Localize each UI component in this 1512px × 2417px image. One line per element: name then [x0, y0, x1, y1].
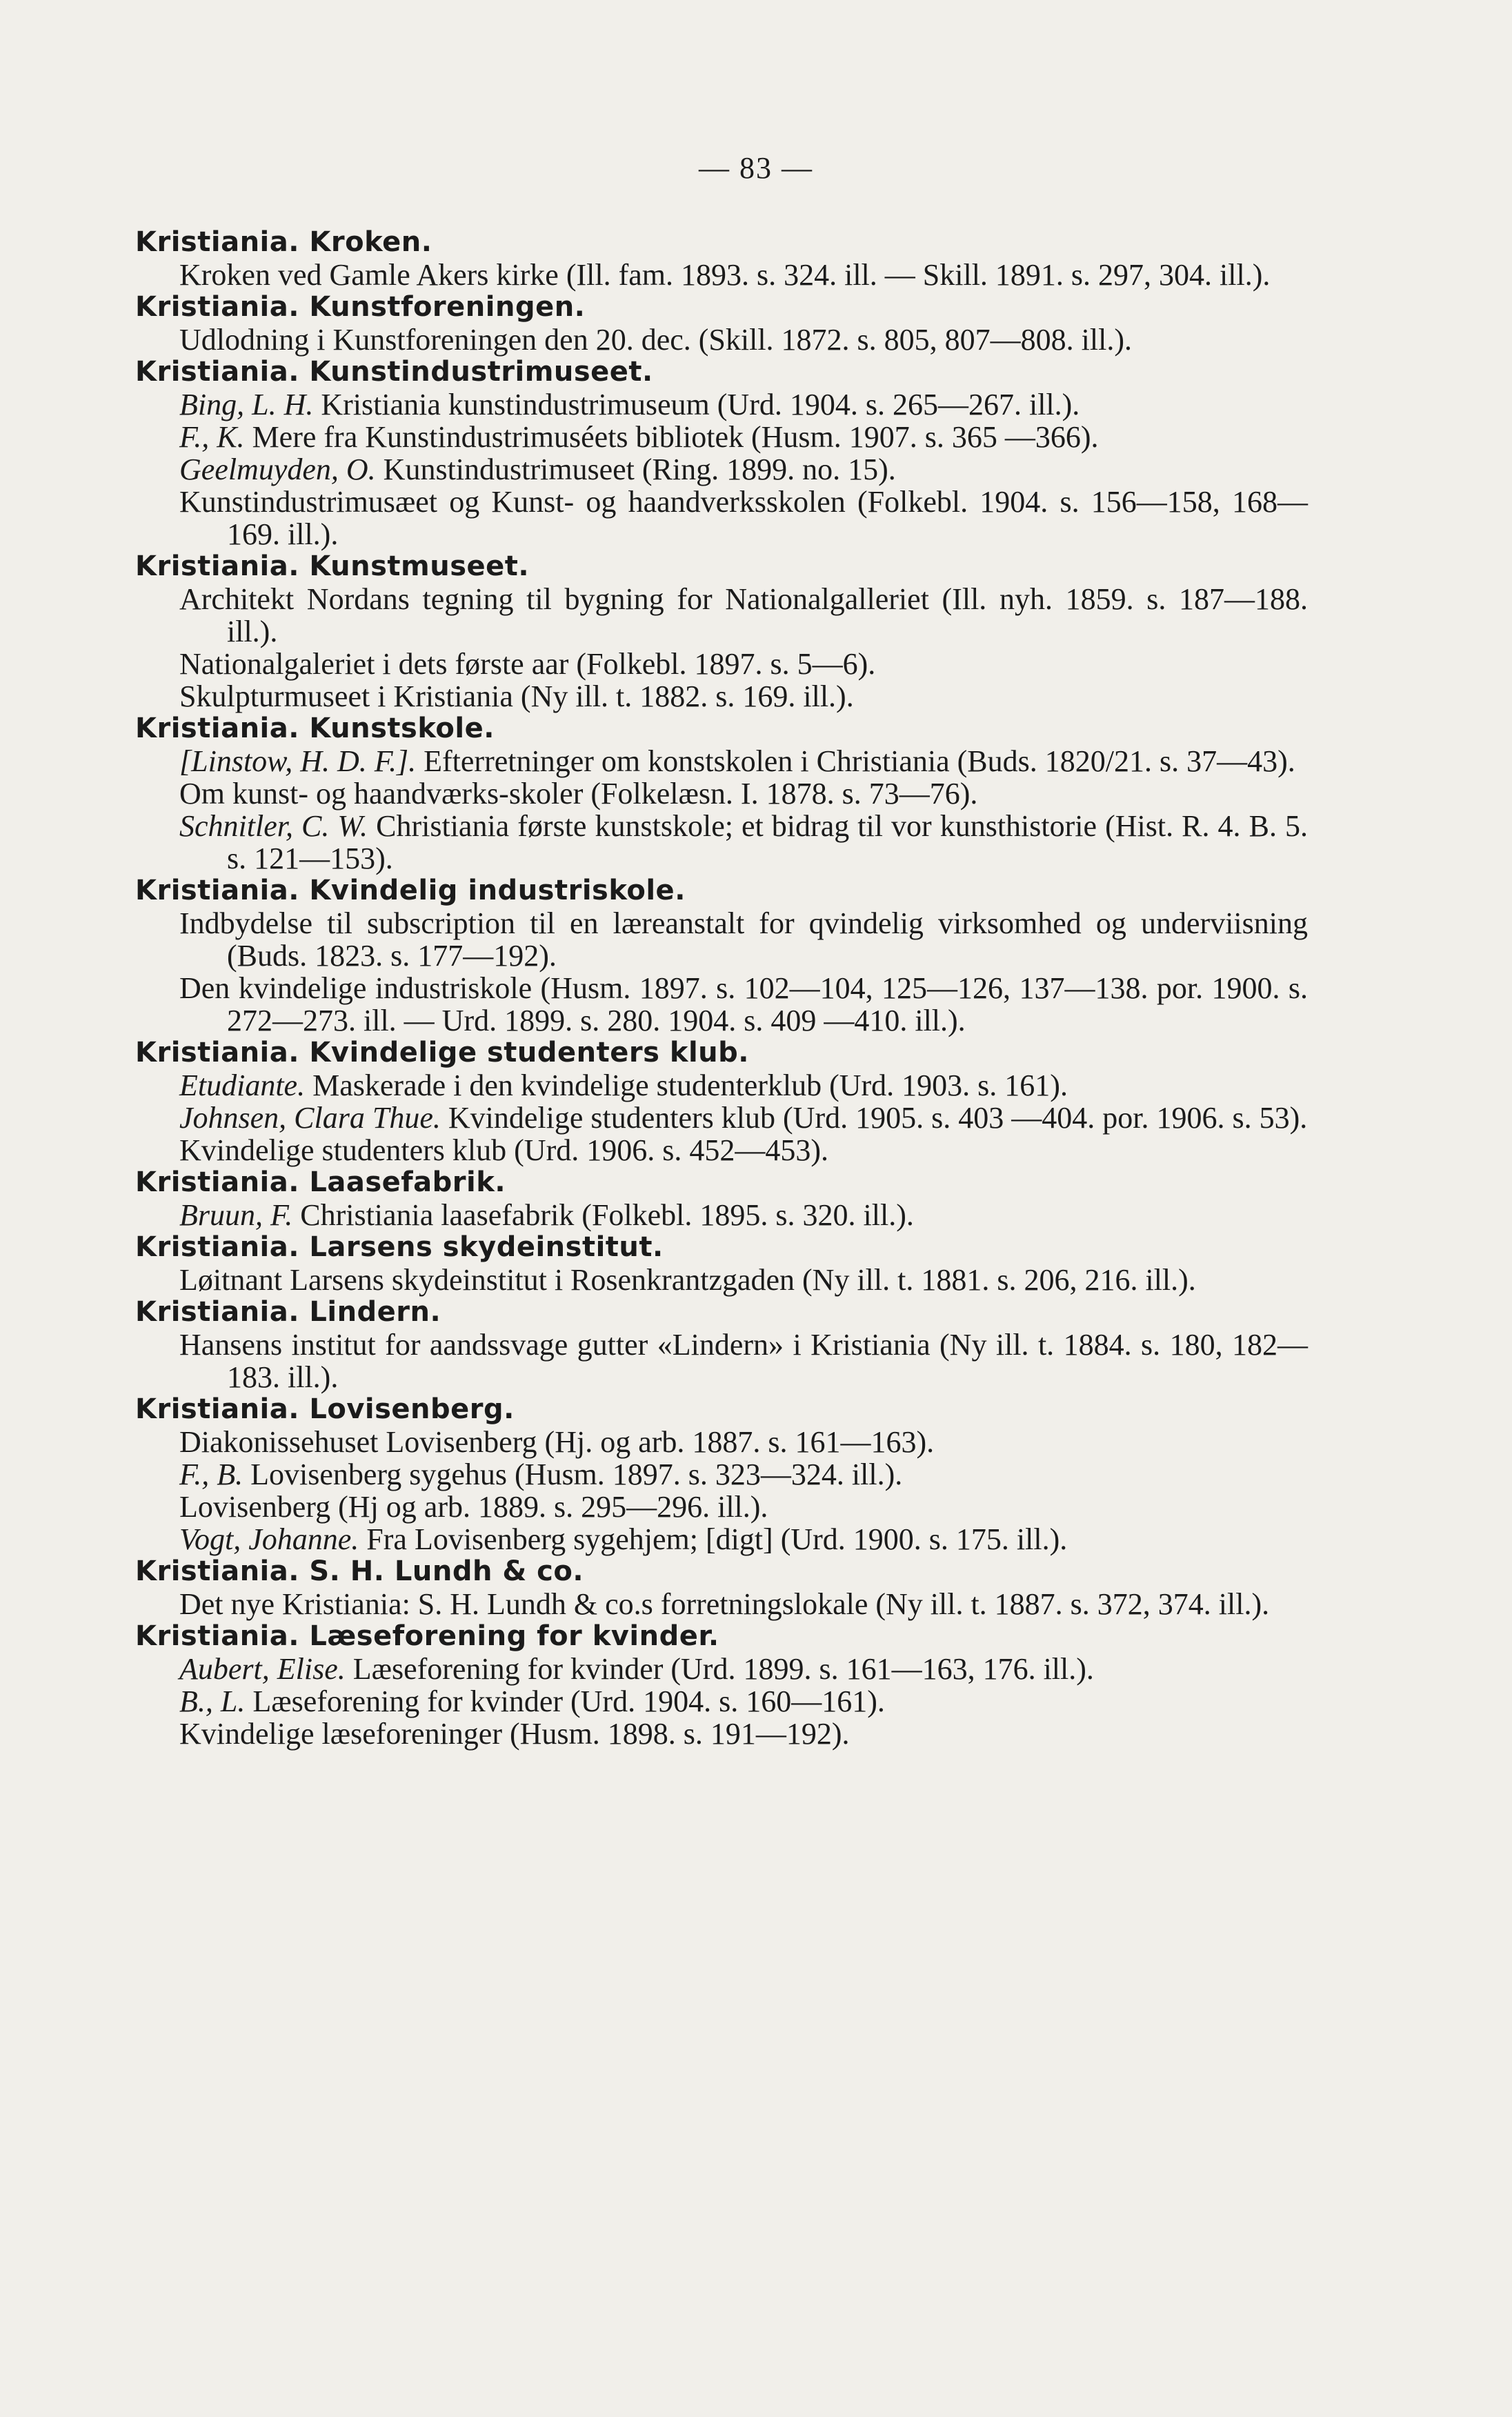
entry-author: Schnitler, C. W.: [179, 809, 368, 843]
bibliography-entry: [135, 1069, 1308, 1102]
entry-text: Læseforening for kvinder (Urd. 1899. s. 161—163, 176. ill.).: [352, 1652, 1094, 1686]
section-heading: Kristiania. S. H. Lundh & co.: [135, 1555, 584, 1587]
bibliography-entry: [135, 388, 1308, 421]
entry-text: Læseforening for kvinder (Urd. 1904. s. 160—161).: [252, 1684, 885, 1718]
bibliography-entry: [135, 259, 1308, 291]
bibliography-entry: [135, 972, 1308, 1037]
section-heading: Kristiania. Kunstindustrimuseet.: [135, 356, 653, 388]
bibliography-section: [135, 1037, 1308, 1166]
entry-text: Kunstindustrimuseet (Ring. 1899. no. 15).: [383, 452, 896, 486]
entry-text: Diakonissehuset Lovisenberg (Hj. og arb. 1887. s. 161—163).: [179, 1425, 935, 1459]
section-heading: Kristiania. Larsens skydeinstitut.: [135, 1231, 664, 1263]
bibliography-entry: [135, 453, 1308, 486]
bibliography-entry: [135, 421, 1308, 453]
section-heading: Kristiania. Kroken.: [135, 226, 432, 258]
entry-author: F., K.: [179, 420, 245, 454]
section-heading: Kristiania. Kunstforeningen.: [135, 291, 586, 323]
entry-text: Christiania laasefabrik (Folkebl. 1895. s. 320. ill.).: [300, 1198, 914, 1232]
entry-text: Udlodning i Kunstforeningen den 20. dec. (Skill. 1872. s. 805, 807—808. ill.).: [179, 323, 1132, 357]
bibliography-section: [135, 1296, 1308, 1393]
bibliography-section: [135, 875, 1308, 1037]
section-heading: Kristiania. Lovisenberg.: [135, 1393, 515, 1425]
section-heading: Kristiania. Laasefabrik.: [135, 1166, 506, 1198]
entry-text: Det nye Kristiania: S. H. Lundh & co.s forretningslokale (Ny ill. t. 1887. s. 372, 374. ill.).: [179, 1587, 1270, 1621]
bibliography-list: [135, 226, 1308, 1750]
bibliography-section: [135, 1166, 1308, 1231]
entry-text: Efterretninger om konstskolen i Christiania (Buds. 1820/21. s. 37—43).: [424, 744, 1295, 778]
bibliography-entry: [135, 324, 1308, 356]
section-heading: Kristiania. Kunstmuseet.: [135, 550, 530, 582]
entry-text: Lovisenberg (Hj og arb. 1889. s. 295—296. ill.).: [179, 1490, 768, 1524]
entry-text: Skulpturmuseet i Kristiania (Ny ill. t. 1882. s. 169. ill.).: [179, 679, 854, 713]
bibliography-entry: [135, 1685, 1308, 1718]
entry-text: Kristiania kunstindustrimuseum (Urd. 1904. s. 265—267. ill.).: [321, 388, 1080, 421]
bibliography-entry: [135, 1134, 1308, 1166]
bibliography-entry: [135, 583, 1308, 648]
bibliography-entry: [135, 680, 1308, 713]
entry-text: Architekt Nordans tegning til bygning for Nationalgalleriet (Ill. nyh. 1859. s. 187—188. ill.).: [179, 582, 1308, 648]
entry-text: Kroken ved Gamle Akers kirke (Ill. fam. 1893. s. 324. ill. — Skill. 1891. s. 297, 304. ill.).: [179, 258, 1271, 292]
bibliography-entry: [135, 1491, 1308, 1523]
entry-author: Johnsen, Clara Thue.: [179, 1101, 441, 1135]
entry-author: F., B.: [179, 1458, 243, 1491]
bibliography-entry: [135, 907, 1308, 972]
bibliography-entry: [135, 777, 1308, 810]
bibliography-entry: [135, 1264, 1308, 1296]
bibliography-section: [135, 550, 1308, 713]
entry-text: Fra Lovisenberg sygehjem; [digt] (Urd. 1900. s. 175. ill.).: [366, 1522, 1068, 1556]
section-heading: Kristiania. Læseforening for kvinder.: [135, 1620, 719, 1652]
bibliography-section: [135, 1231, 1308, 1296]
entry-text: Indbydelse til subscription til en læreanstalt for qvindelig virksomhed og underviisning (Buds. 1823. s. 177—192).: [179, 906, 1308, 973]
bibliography-entry: [135, 1329, 1308, 1393]
entry-author: Bing, L. H.: [179, 388, 314, 421]
bibliography-section: [135, 291, 1308, 356]
entry-text: Lovisenberg sygehus (Husm. 1897. s. 323—324. ill.).: [250, 1458, 903, 1491]
bibliography-entry: [135, 486, 1308, 550]
entry-text: Kvindelige studenters klub (Urd. 1906. s. 452—453).: [179, 1133, 828, 1167]
bibliography-entry: [135, 745, 1308, 777]
section-heading: Kristiania. Kvindelige studenters klub.: [135, 1037, 749, 1068]
entry-author: Bruun, F.: [179, 1198, 293, 1232]
entry-author: Geelmuyden, O.: [179, 452, 376, 486]
bibliography-section: [135, 226, 1308, 291]
section-heading: Kristiania. Lindern.: [135, 1296, 441, 1328]
bibliography-section: [135, 713, 1308, 875]
page-number: — 83 —: [699, 151, 813, 185]
entry-author: B., L.: [179, 1684, 246, 1718]
entry-text: Kvindelige læseforeninger (Husm. 1898. s. 191—192).: [179, 1717, 850, 1751]
entry-text: Hansens institut for aandssvage gutter «Lindern» i Kristiania (Ny ill. t. 1884. s. 180, 182—183. ill.).: [179, 1328, 1308, 1394]
bibliography-entry: [135, 1718, 1308, 1750]
entry-text: Nationalgaleriet i dets første aar (Folkebl. 1897. s. 5—6).: [179, 647, 876, 681]
bibliography-entry: [135, 1523, 1308, 1555]
bibliography-entry: [135, 1102, 1308, 1134]
bibliography-entry: [135, 1588, 1308, 1620]
entry-author: Aubert, Elise.: [179, 1652, 346, 1686]
entry-author: Vogt, Johanne.: [179, 1522, 359, 1556]
bibliography-section: [135, 1555, 1308, 1620]
bibliography-entry: [135, 648, 1308, 680]
entry-text: Christiania første kunstskole; et bidrag til vor kunsthistorie (Hist. R. 4. B. 5. s. 121—153).: [227, 809, 1309, 875]
entry-text: Kunstindustrimusæet og Kunst- og haandverksskolen (Folkebl. 1904. s. 156—158, 168—169. ill.).: [179, 485, 1308, 551]
entry-text: Den kvindelige industriskole (Husm. 1897. s. 102—104, 125—126, 137—138. por. 1900. s. 272—273. ill. — Urd. 1899. s. 280. 1904. s. 409 —410. ill.).: [179, 971, 1308, 1037]
bibliography-entry: [135, 1458, 1308, 1491]
bibliography-entry: [135, 1199, 1308, 1231]
section-heading: Kristiania. Kvindelig industriskole.: [135, 875, 686, 906]
bibliography-section: [135, 356, 1308, 550]
entry-text: Maskerade i den kvindelige studenterklub (Urd. 1903. s. 161).: [312, 1068, 1068, 1102]
entry-text: Løitnant Larsens skydeinstitut i Rosenkrantzgaden (Ny ill. t. 1881. s. 206, 216. ill.).: [179, 1263, 1196, 1297]
section-heading: Kristiania. Kunstskole.: [135, 713, 495, 744]
bibliography-section: [135, 1620, 1308, 1750]
bibliography-section: [135, 1393, 1308, 1555]
bibliography-entry: [135, 1426, 1308, 1458]
entry-author: Etudiante.: [179, 1068, 306, 1102]
entry-text: Om kunst- og haandværks-skoler (Folkelæsn. I. 1878. s. 73—76).: [179, 777, 978, 810]
bibliography-entry: [135, 1653, 1308, 1685]
entry-author: [Linstow, H. D. F.].: [179, 744, 417, 778]
bibliography-entry: [135, 810, 1308, 875]
entry-text: Mere fra Kunstindustrimuséets bibliotek (Husm. 1907. s. 365 —366).: [252, 420, 1099, 454]
entry-text: Kvindelige studenters klub (Urd. 1905. s. 403 —404. por. 1906. s. 53).: [448, 1101, 1308, 1135]
